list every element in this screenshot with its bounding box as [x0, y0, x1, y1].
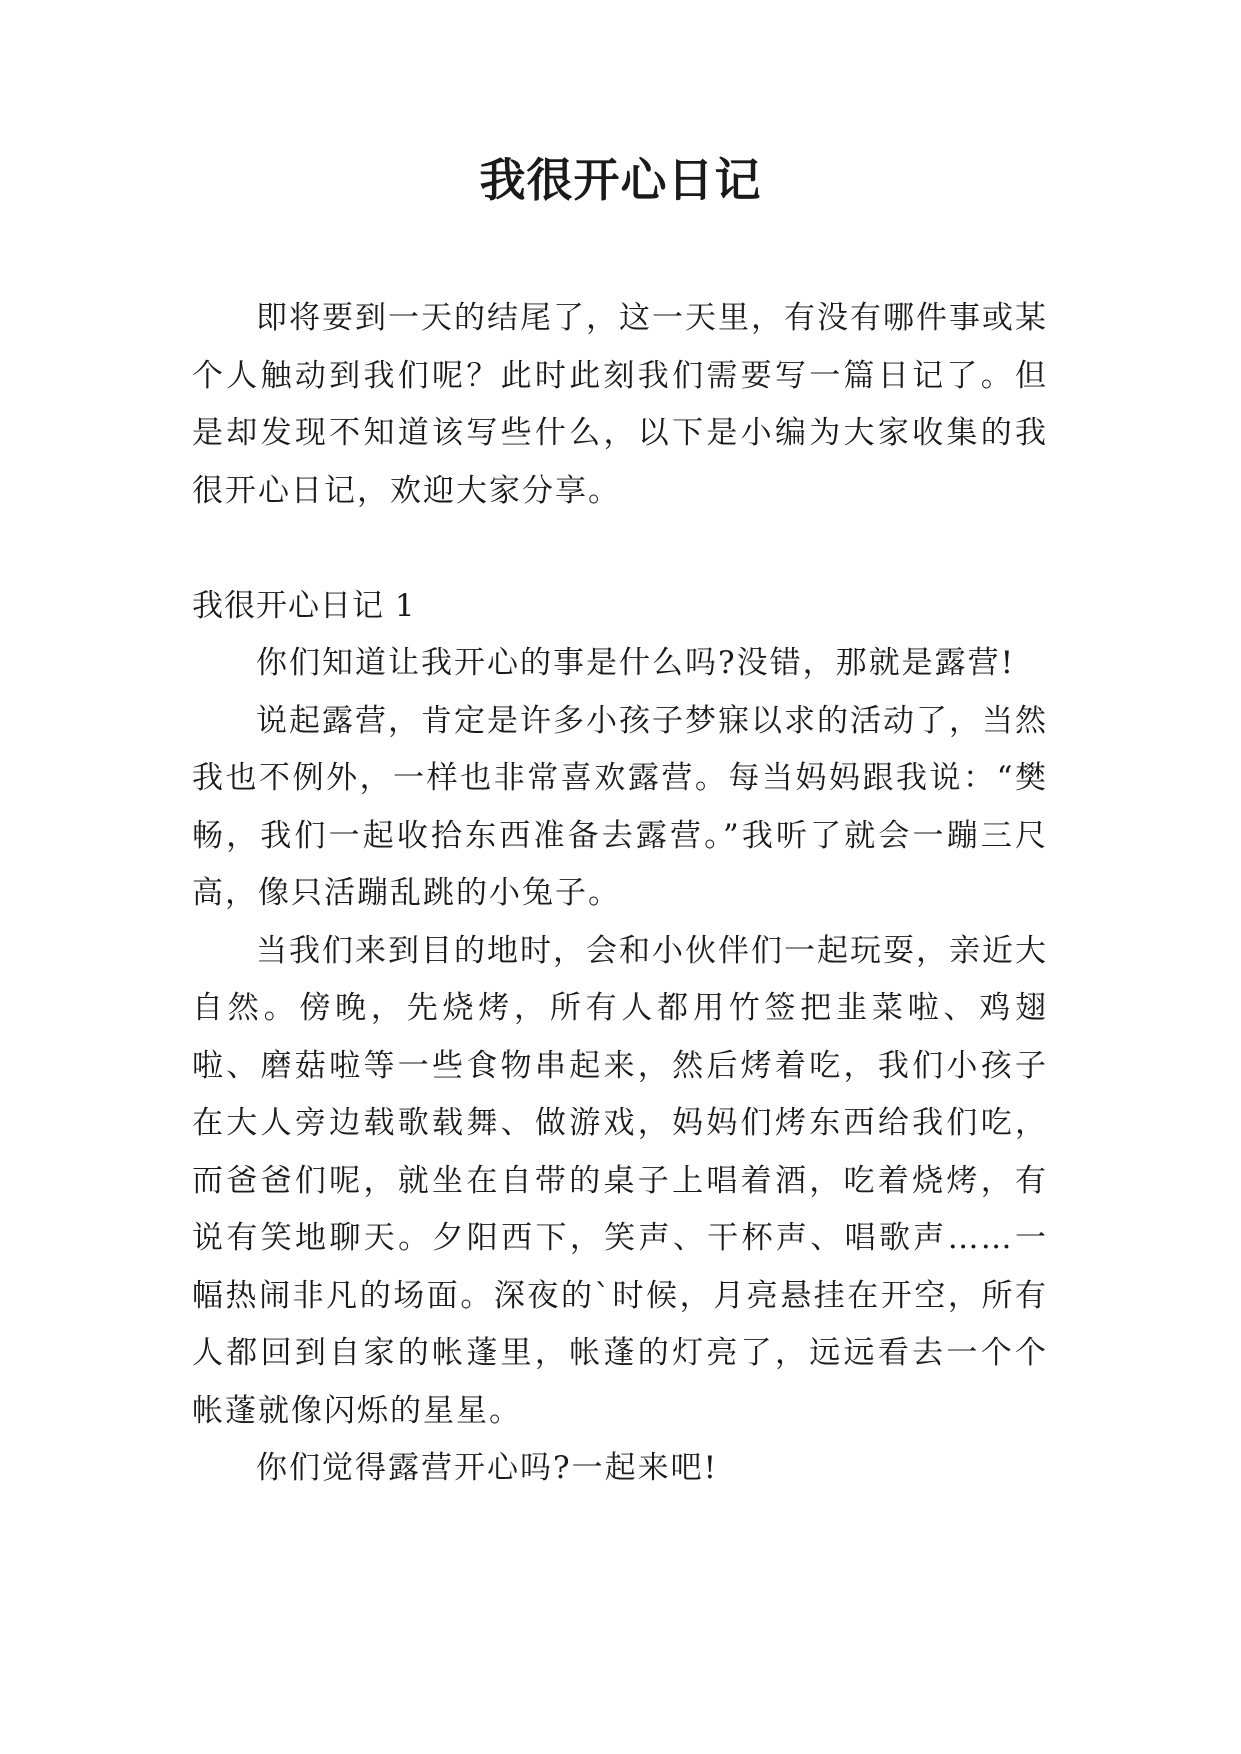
document-body: [192, 290, 1048, 1498]
document-title: 我很开心日记: [479, 153, 762, 207]
body-paragraph: 你们觉得露营开心吗?一起来吧!: [256, 1450, 719, 1486]
body-paragraph: 当我们来到目的地时，会和小伙伴们一起玩耍，亲近大自然。傍晚，先烧烤，所有人都用竹签把韭菜啦、鸡翅啦、磨菇啦等一些食物串起来，然后烤着吃，我们小孩子在大人旁边载歌载舞、做游戏，妈妈们烤东西给我们吃，而爸爸们呢，就坐在自带的桌子上唱着酒，吃着烧烤，有说有笑地聊天。夕阳西下，笑声、干杯声、唱歌声……一幅热闹非凡的场面。深夜的`时候，月亮悬挂在开空，所有人都回到自家的帐蓬里，帐蓬的灯亮了，远远看去一个个帐蓬就像闪烁的星星。: [192, 932, 1048, 1429]
body-paragraph: 你们知道让我开心的事是什么吗?没错，那就是露营!: [256, 645, 1016, 681]
section-title: 我很开心日记 1: [192, 587, 416, 624]
body-paragraph: 说起露营，肯定是许多小孩子梦寐以求的活动了，当然我也不例外，一样也非常喜欢露营。每当妈妈跟我说：“樊畅，我们一起收拾东西准备去露营。”我听了就会一蹦三尺高，像只活蹦乱跳的小兔子。: [192, 702, 1048, 911]
paragraph-spacer: [192, 520, 1048, 578]
intro-paragraph: 即将要到一天的结尾了，这一天里，有没有哪件事或某个人触动到我们呢？此时此刻我们需要写一篇日记了。但是却发现不知道该写些什么，以下是小编为大家收集的我很开心日记，欢迎大家分享。: [192, 300, 1048, 509]
